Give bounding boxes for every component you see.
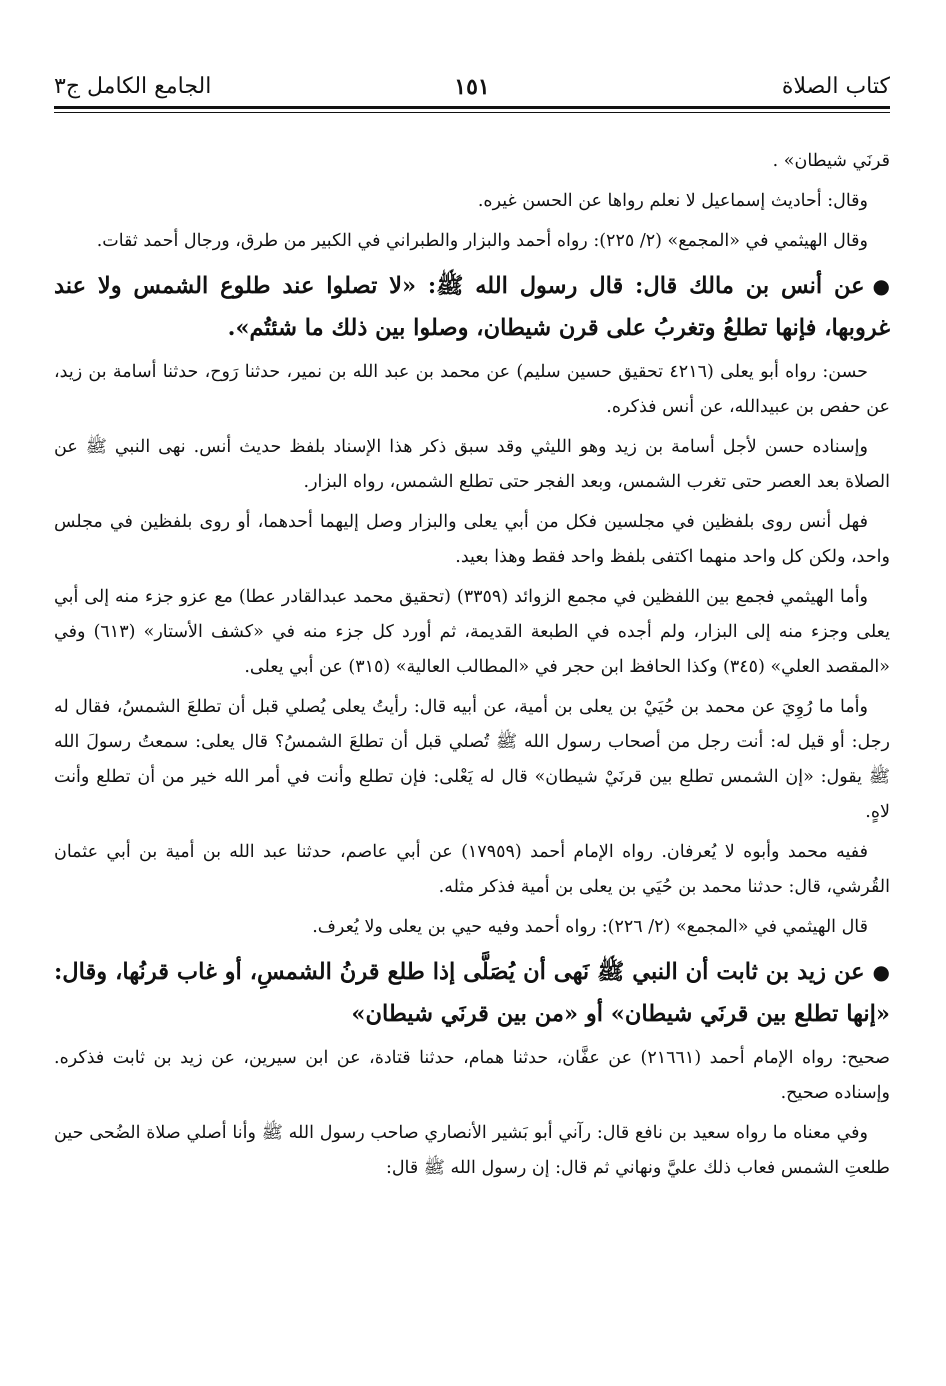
hadith-text: [54, 951, 890, 1035]
hadith-body: عن زيد بن ثابت أن النبي ﷺ نَهى أن يُصَلَّى إذا طلع قرنُ الشمسِ، أو غاب قرنُها، وقال: «إنها تطلع بين قرنَي شيطان» أو «من بين قرنَي شيطان»: [54, 959, 890, 1027]
running-header: [54, 0, 890, 116]
hadith-text: [54, 265, 890, 349]
paragraph: قرنَي شيطان» .: [772, 151, 890, 171]
paragraph: وقال الهيثمي في «المجمع» (٢/ ٢٢٥): رواه أحمد والبزار والطبراني في الكبير من طرق، ورجال أحمد ثقات.: [96, 231, 868, 251]
page-body: [54, 144, 890, 1186]
paragraph: صحيح: رواه الإمام أحمد (٢١٦٦١) عن عفَّان، حدثنا همام، حدثنا قتادة، عن ابن سيرين، عن زيد بن ثابت فذكره. وإسناده صحيح.: [54, 1048, 890, 1103]
paragraph: وقال: أحاديث إسماعيل لا نعلم رواها عن الحسن غيره.: [477, 191, 868, 211]
hadith-body: عن أنس بن مالك قال: قال رسول الله ﷺ: «لا تصلوا عند طلوع الشمس ولا عند غروبها، فإنها تطلعُ وتغربُ على قرن شيطان، وصلوا بين ذلك ما شئتُم».: [54, 273, 890, 341]
bullet-icon: ●: [872, 274, 890, 298]
paragraph: حسن: رواه أبو يعلى (٤٢١٦ تحقيق حسين سليم) عن محمد بن عبد الله بن نمير، حدثنا رَوح، حدثنا أسامة بن زيد، عن حفص بن عبيدالله، عن أنس فذكره.: [54, 362, 890, 417]
paragraph: ففيه محمد وأبوه لا يُعرفان. رواه الإمام أحمد (١٧٩٥٩) عن أبي عاصم، حدثنا عبد الله بن أمية بن أبي عثمان القُرشي، قال: حدثنا محمد بن حُيَي بن يعلى بن أمية فذكر مثله.: [54, 842, 890, 897]
chapter-title: كتاب الصلاة: [781, 74, 890, 99]
book-title: الجامع الكامل ج٣: [54, 74, 212, 99]
paragraph: فهل أنس روى بلفظين في مجلسين فكل من أبي يعلى والبزار وصل إليهما أحدهما، أو روى بلفظين في مجلس واحد، ولكن كل واحد منهما اكتفى بلفظ واحد فقط وهذا بعيد.: [54, 512, 890, 567]
header-rule-thick: [54, 106, 890, 109]
header-rule-thin: [54, 112, 890, 113]
paragraph: وفي معناه ما رواه سعيد بن نافع قال: رآني أبو بَشير الأنصاري صاحب رسول الله ﷺ وأنا أصلي صلاة الضُحى حين طلعتِ الشمس فعاب ذلك عليَّ ونهاني ثم قال: إن رسول الله ﷺ قال:: [54, 1123, 890, 1178]
bullet-icon: ●: [872, 960, 890, 984]
paragraph: وإسناده حسن لأجل أسامة بن زيد وهو الليثي وقد سبق ذكر هذا الإسناد بلفظ حديث أنس. نهى النبي ﷺ عن الصلاة بعد العصر حتى تغرب الشمس، وبعد الفجر حتى تطلع الشمس، رواه البزار.: [54, 437, 890, 492]
paragraph: وأما ما رُوِيَ عن محمد بن حُيَيْ بن يعلى بن أمية، عن أبيه قال: رأيتُ يعلى يُصلي قبل أن تطلعَ الشمسُ، فقال له رجل: أو قيل له: أنت رجل من أصحاب رسول الله ﷺ تُصلي قبل أن تطلعَ الشمسُ؟ قال يعلى: سمعتُ رسولَ الله ﷺ يقول: «إن الشمس تطلع بين قرنَيْ شيطان» قال له يَعْلى: فإن تطلع وأنت في أمر الله خير من أن تطلع وأنت لاهٍ.: [54, 697, 890, 822]
paragraph: قال الهيثمي في «المجمع» (٢/ ٢٢٦): رواه أحمد وفيه حيي بن يعلى ولا يُعرف.: [312, 917, 868, 937]
page-number: ١٥١: [454, 74, 490, 100]
paragraph: وأما الهيثمي فجمع بين اللفظين في مجمع الزوائد (٣٣٥٩) (تحقيق محمد عبدالقادر عطا) مع عزو جزء منه إلى أبي يعلى وجزء منه إلى البزار، ولم أجده في الطبعة القديمة، ثم أورد كل جزء منه في «كشف الأستار» (٦١٣) وفي «المقصد العلي» (٣٤٥) وكذا الحافظ ابن حجر في «المطالب العالية» (٣١٥) عن أبي يعلى.: [54, 587, 890, 677]
